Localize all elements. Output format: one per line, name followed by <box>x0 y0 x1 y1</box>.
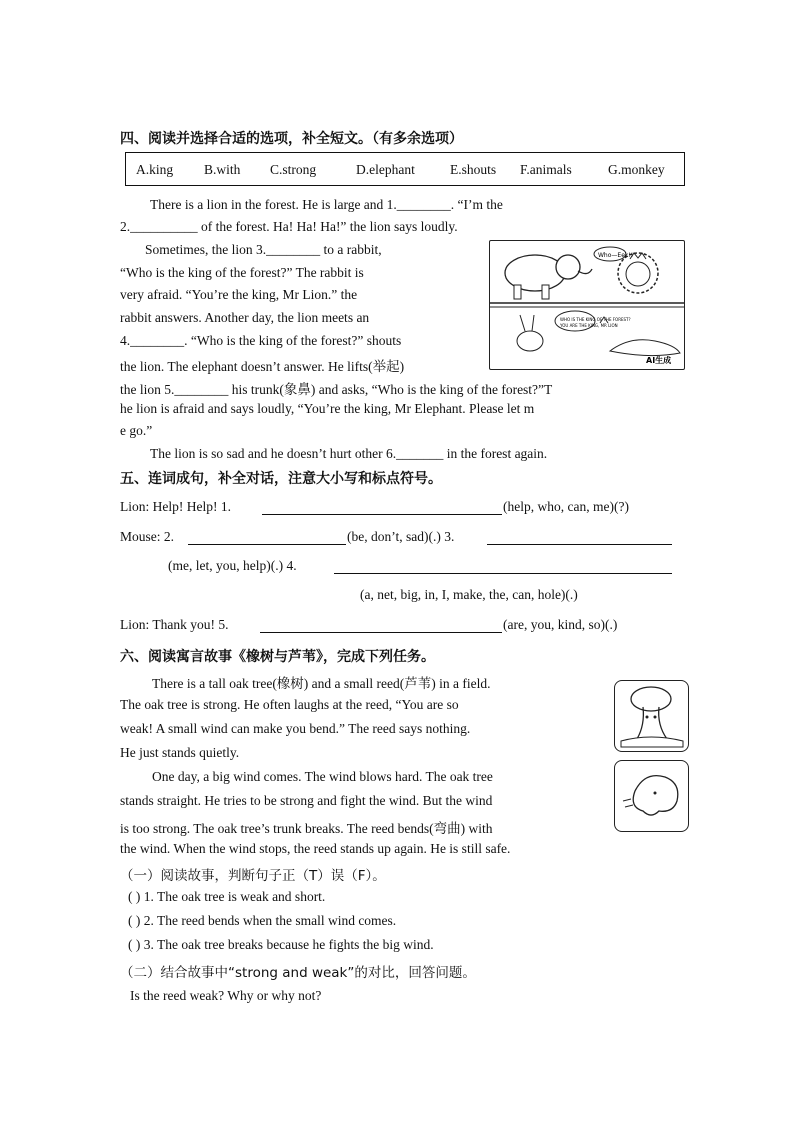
reed-wind-image <box>614 760 689 832</box>
reed-wind-drawing <box>615 761 688 831</box>
comic-bubble-text: WHO IS THE KING OF THE FOREST? <box>560 317 631 322</box>
option-f: F.animals <box>520 162 572 177</box>
answer-line-3[interactable] <box>487 544 672 545</box>
passage4-line: The lion is so sad and he doesn’t hurt other 6._______ in the forest again. <box>150 446 548 461</box>
q4-words: (a, net, big, in, I, make, the, can, hole)(.) <box>360 587 578 602</box>
comic-drawing <box>490 241 684 369</box>
passage4-line: Sometimes, the lion 3.________ to a rabbit, <box>145 242 382 257</box>
q3-words: (me, let, you, help)(.) 4. <box>168 558 297 573</box>
passage6-line: stands straight. He tries to be strong and fight the wind. But the wind <box>120 793 493 808</box>
q1-prefix: Lion: Help! Help! 1. <box>120 499 231 514</box>
passage6-line: weak! A small wind can make you bend.” The reed says nothing. <box>120 721 471 736</box>
tf-item-1: ( ) 1. The oak tree is weak and short. <box>128 889 326 904</box>
answer-line-4[interactable] <box>334 573 672 574</box>
oak-tree-image <box>614 680 689 752</box>
passage4-line: he lion is afraid and says loudly, “You’re the king, Mr Elephant. Please let m <box>120 401 535 416</box>
part1-title: （一）阅读故事，判断句子正（T）误（F）。 <box>120 868 386 884</box>
lion-comic-image <box>489 240 685 370</box>
passage4-line: the lion. The elephant doesn’t answer. He lifts(举起) <box>120 359 405 374</box>
tf-item-3: ( ) 3. The oak tree breaks because he fights the big wind. <box>128 937 434 952</box>
passage4-line: e go.” <box>120 423 153 438</box>
options-box <box>125 152 685 186</box>
comic-bubble-text: YOU ARE THE KING, MR LION <box>560 323 618 328</box>
answer-line-1[interactable] <box>262 514 502 515</box>
section6-title: 六、阅读寓言故事《橡树与芦苇》，完成下列任务。 <box>120 649 435 665</box>
passage6-line: the wind. When the wind stops, the reed stands up again. He is still safe. <box>120 841 511 856</box>
q2-prefix: Mouse: 2. <box>120 529 174 544</box>
passage4-line: 4.________. “Who is the king of the forest?” shouts <box>120 333 402 348</box>
section4-title: 四、阅读并选择合适的选项，补全短文。（有多余选项） <box>120 131 463 147</box>
passage4-line: rabbit answers. Another day, the lion meets an <box>120 310 370 325</box>
passage6-line: One day, a big wind comes. The wind blows hard. The oak tree <box>152 769 493 784</box>
option-a: A.king <box>136 162 174 177</box>
comic-bubble-text: Who—Eek!! <box>598 252 634 259</box>
q1-words: (help, who, can, me)(?) <box>503 499 629 514</box>
section5-title: 五、连词成句，补全对话，注意大小写和标点符号。 <box>120 471 442 487</box>
open-question: Is the reed weak? Why or why not? <box>130 988 322 1003</box>
passage6-line: is too strong. The oak tree’s trunk breaks. The reed bends(弯曲) with <box>120 821 493 836</box>
passage4-line: the lion 5.________ his trunk(象鼻) and asks, “Who is the king of the forest?”T <box>120 382 553 397</box>
option-d: D.elephant <box>356 162 415 177</box>
option-e: E.shouts <box>450 162 497 177</box>
option-c: C.strong <box>270 162 317 177</box>
oak-tree-drawing <box>615 681 688 751</box>
q5-prefix: Lion: Thank you! 5. <box>120 617 229 632</box>
passage4-line: There is a lion in the forest. He is large and 1.________. “I’m the <box>150 197 503 212</box>
passage6-line: The oak tree is strong. He often laughs at the reed, “You are so <box>120 697 459 712</box>
q5-words: (are, you, kind, so)(.) <box>503 617 618 632</box>
answer-line-5[interactable] <box>260 632 502 633</box>
passage4-line: “Who is the king of the forest?” The rabbit is <box>120 265 364 280</box>
option-g: G.monkey <box>608 162 665 177</box>
passage6-line: He just stands quietly. <box>120 745 240 760</box>
ai-watermark: AI生成 <box>646 356 672 365</box>
answer-line-2[interactable] <box>188 544 346 545</box>
passage4-line: 2.__________ of the forest. Ha! Ha! Ha!” the lion says loudly. <box>120 219 458 234</box>
passage4-line: very afraid. “You’re the king, Mr Lion.” the <box>120 287 358 302</box>
option-b: B.with <box>204 162 241 177</box>
passage6-line: There is a tall oak tree(橡树) and a small reed(芦苇) in a field. <box>152 676 491 691</box>
tf-item-2: ( ) 2. The reed bends when the small wind comes. <box>128 913 397 928</box>
part2-title: （二）结合故事中“strong and weak”的对比，回答问题。 <box>120 965 476 981</box>
q2-words: (be, don’t, sad)(.) 3. <box>347 529 455 544</box>
